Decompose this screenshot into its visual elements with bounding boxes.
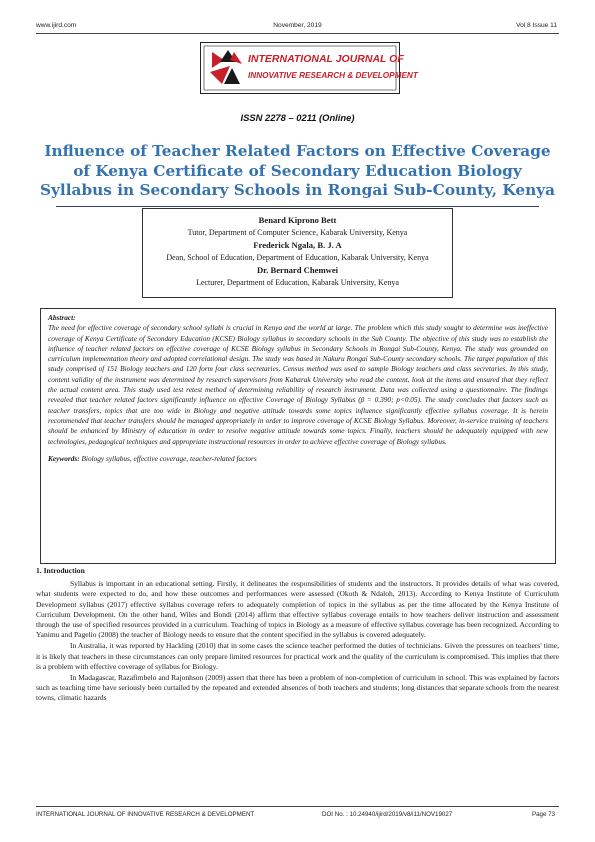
author-name: Benard Kiprono Bett [258, 215, 337, 225]
author-affiliation: Tutor, Department of Computer Science, Kabarak University, Kenya [187, 227, 408, 237]
author-affiliation: Lecturer, Department of Education, Kabarak University, Kenya [196, 277, 399, 287]
title-divider [56, 206, 539, 207]
footer-divider [36, 806, 559, 807]
logo-line1: INTERNATIONAL JOURNAL OF [248, 53, 404, 65]
header-divider [36, 33, 559, 34]
author-affiliation: Dean, School of Education, Department of Education, Kabarak University, Kenya [166, 252, 429, 262]
abstract-text: The need for effective coverage of secondary school syllabi is crucial in Kenya and the world at large. The problem which this study sought to determine was ineffective coverage of Kenya Certificate of Secondary Education (KCSE) Biology syllabus in secondary schools in the Sub County. The objective of this study was to establish the influence of teacher related factors on effective coverage of KCSE Biology syllabus in Secondary Schools in Rongai Sub-County, Kenya. The study was grounded on curriculum implementation theory and adopted correlational design. The study was based in Nakuru Rongai Sub-County secondary schools. The target population of this study comprised of 151 Biology teachers and 120 form four class secretaries. Census method was used to sample Biology teachers and class secretaries. In this study, content validity of the instrument was determined by research supervisors from Kabarak University who read the content, look at the items and ensured that they reflect the actual content area. This study used test retest method of determining reliability of research instrument. Data was collected using a questionnaire. The findings revealed that teacher related factors significantly influence on effective Coverage of Biology Syllabus (β = 0.390; p<0.05). The study concludes that factors such as teacher transfers, topics that are too wide in Biology and negative attitude towards some topics influence significantly effective syllabus coverage. It is herein recommended that teacher transfers should be managed appropriately in order to improve coverage of KCSE Biology Syllabus. Moreover, in-service training of teachers should be enhanced by Ministry of education in order to resolve negative attitude towards some topics. Finally, teachers should be adequately equipped with new technologies, pedagogical techniques and appropriate instructional resources in order to achieve effective coverage of Biology syllabus. [48, 323, 548, 446]
footer-page: Page 73 [531, 811, 555, 818]
header-date: November, 2019 [273, 22, 322, 29]
abstract-heading: Abstract: [48, 313, 76, 322]
footer-journal: INTERNATIONAL JOURNAL OF INNOVATIVE RESEARCH & DEVELOPMENT [36, 811, 255, 818]
paragraph: In Australia, it was reported by Hackling (2010) that in some cases the science teacher performed the duties of technicians. Given the pressures on teachers' time, it is likely that teachers in these circumstances can only prepare limited resources for practical work and the quality of the curriculum is compromised. This implies that there is a problem with effective coverage of syllabus for Biology. [36, 641, 559, 671]
author-name: Frederick Ngala, B. J. A [253, 240, 342, 250]
author-name: Dr. Bernard Chemwei [256, 265, 339, 275]
header-volume: Vol 8 Issue 11 [516, 22, 557, 29]
keywords [48, 454, 548, 464]
issn: ISSN 2278 – 0211 (Online) [240, 112, 355, 123]
section-heading: 1. Introduction [36, 566, 85, 575]
paragraph: Syllabus is important in an educational setting. Firstly, it delineates the responsibilities of students and the instructors. It provides details of what was covered, what students were expected to do, and how these outcomes and performances were assessed (Okoth & Ndaloh, 2013). According to Kenya Institute of Curriculum Development syllabus (2017) effective syllabus coverage refers to adequately completion of topics in the syllabus as per the time allocated by the Kenya Institute of Curriculum Development. On the other hand, Wiles and Bondi (2014) affirm that effective syllabus coverage entails to how teachers deliver instruction and assessment through the use of specified resources provided in a curriculum. Teaching of topics in Biology as a measure of effective syllabus coverage has been recognized. According to Yanimu and Pagelio (2008) the teacher of Biology needs to ensure that the content specified in the syllabus is covered adequately. [36, 579, 559, 640]
footer-doi: DOI No. : 10.24940/ijird/2019/v8/i11/NOV19027 [322, 811, 453, 818]
keywords-label: Keywords: [48, 453, 80, 463]
author-block [142, 208, 453, 298]
keywords-text: Biology syllabus, effective coverage, teacher-related factors [81, 453, 257, 463]
logo-line2: INNOVATIVE RESEARCH & DEVELOPMENT [248, 71, 418, 80]
journal-logo [200, 42, 418, 94]
abstract-box [40, 308, 556, 564]
introduction-section [36, 566, 559, 705]
header-site: www.ijird.com [36, 22, 77, 29]
paragraph: In Madagascar, Razafimbelo and Rajonhson (2009) assert that there has been a problem of non-completion of curriculum in school. This was explained by factors such as teaching time have seriously been curtailed by the repeated and extended absences of both teachers and students; long distances that separate schools from the nearest towns, climatic hazards [36, 673, 559, 703]
paper-title: Influence of Teacher Related Factors on Effective Coverage of Kenya Certificate of Secondary Education Biology Syllabus in Secondary Schools in Rongai Sub-County, Kenya [39, 142, 556, 199]
